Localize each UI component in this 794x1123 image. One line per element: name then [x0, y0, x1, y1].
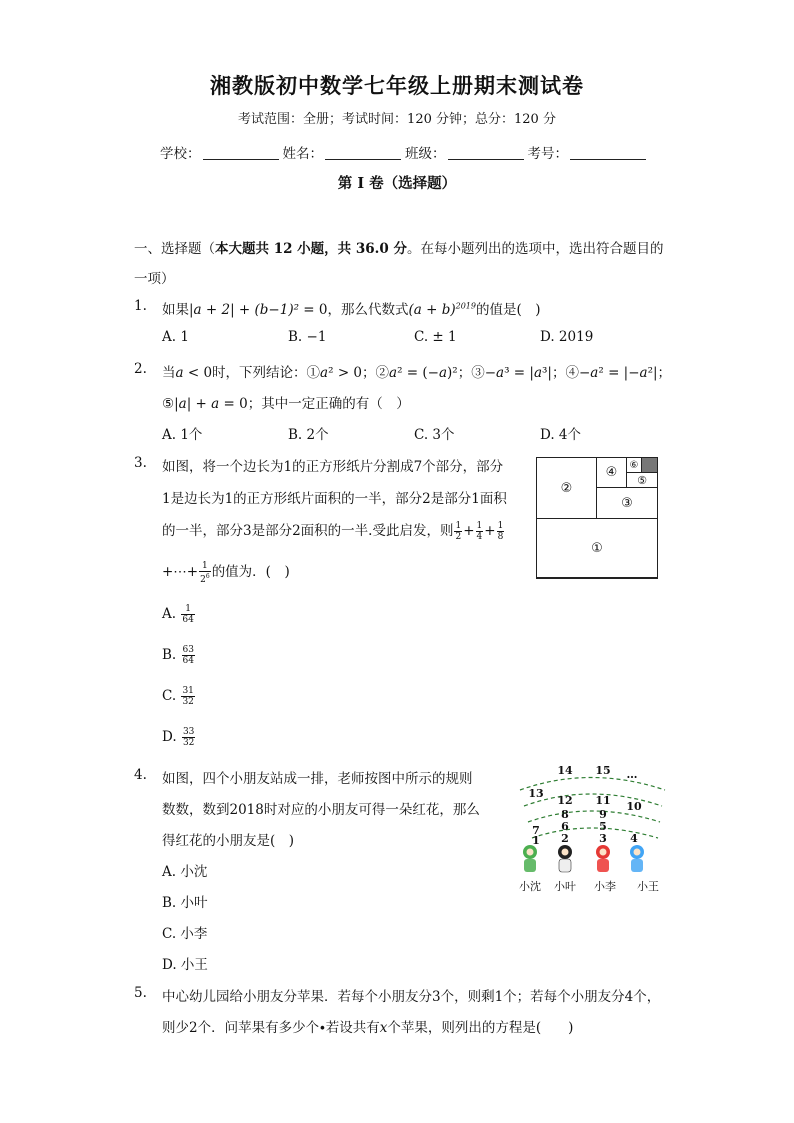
number-label: 考号：	[527, 146, 568, 162]
kid-figure-3	[596, 845, 610, 872]
q3-line2: 1是边长为1的正方形纸片面积的一半，部分2是部分1面积	[162, 491, 507, 507]
count-13: 13	[528, 787, 544, 800]
q1-option-b[interactable]: B. −1	[288, 329, 327, 345]
q4-option-b[interactable]: B. 小叶	[162, 895, 208, 911]
section-heading	[134, 234, 663, 294]
q3-option-b-label: B.	[162, 647, 177, 663]
kid-figure-4	[630, 845, 644, 872]
figure-part-3: ③	[596, 487, 658, 519]
count-14: 14	[557, 764, 573, 777]
figure-part-4: ④	[596, 457, 627, 488]
q1-text-b: ，那么代数式	[327, 302, 409, 318]
count-3: 3	[599, 832, 607, 845]
q1-option-c[interactable]: C. ± 1	[414, 329, 457, 345]
q3-option-b-num: 63	[182, 645, 194, 655]
count-7: 7	[532, 824, 540, 837]
page-title: 湘教版初中数学七年级上册期末测试卷	[210, 73, 584, 98]
q1-option-a[interactable]: A. 1	[162, 329, 189, 345]
q3-line4-end: 的值为．( )	[211, 564, 290, 580]
q2-option-a[interactable]: A. 1个	[162, 427, 203, 443]
number-blank	[570, 147, 646, 160]
volume-heading: 第 I 卷（选择题）	[337, 175, 457, 192]
q3-option-d[interactable]	[162, 727, 196, 748]
count-6: 6	[561, 820, 569, 833]
count-1: 1	[532, 834, 540, 847]
q3-option-d-label: D.	[162, 729, 177, 745]
figure-part-2: ②	[536, 457, 597, 519]
q4-option-a[interactable]: A. 小沈	[162, 864, 208, 880]
q2-text-b: 时，下列结论：	[212, 365, 307, 381]
school-label: 学校：	[160, 146, 201, 162]
q3-option-c-label: C.	[162, 688, 177, 704]
q3-option-a-label: A.	[162, 606, 177, 622]
q3-option-c[interactable]	[162, 686, 196, 707]
q4-number: 4.	[134, 767, 147, 783]
q3-number: 3.	[134, 455, 147, 471]
q1-text-c: 的值是( )	[475, 302, 541, 318]
q5-number: 5.	[134, 985, 147, 1001]
q2-option-d[interactable]: D. 4个	[540, 427, 582, 443]
kid-label-1: 小沈	[519, 880, 541, 893]
q4-counting-figure	[510, 760, 670, 900]
count-10: 10	[626, 800, 642, 813]
kid-label-2: 小叶	[554, 880, 576, 893]
kid-label-3: 小李	[594, 880, 616, 893]
q3-line3: 的一半，部分3是部分2面积的一半.受此启发，则 $\frac{1}{2}$ + $\frac{1}{4}$ + $\frac{1}{8}$	[162, 521, 504, 542]
q5-line2-end: 个苹果，则列出的方程是( )	[387, 1020, 574, 1036]
count-8: 8	[561, 808, 569, 821]
q2-line2-end: ；其中一定正确的有（ ）	[247, 396, 410, 412]
count-12: 12	[557, 794, 573, 807]
q3-square-figure	[536, 457, 658, 578]
q5-line1: 中心幼儿园给小朋友分苹果．若每个小朋友分3个，则剩1个；若每个小朋友分4个，	[162, 989, 661, 1005]
q4-line2: 数数，数到2018时对应的小朋友可得一朵红花，那么	[162, 802, 480, 818]
q4-option-c[interactable]: C. 小李	[162, 926, 208, 942]
q3-option-c-num: 31	[182, 686, 194, 696]
q3-option-a-den: 64	[182, 615, 194, 625]
figure-part-6: ⑥	[626, 457, 642, 473]
q2-number: 2.	[134, 361, 147, 377]
count-9: 9	[599, 808, 607, 821]
q3-line4: +⋯+ $\frac{1}{2^6}$ 的值为．( )	[162, 560, 290, 585]
q5-line2: 则少2个．问苹果有多少个∙若设共有x个苹果，则列出的方程是( )	[162, 1020, 574, 1036]
q2-stem: 当a < 0时，下列结论：①a² > 0；②a² = (−a)²；③−a³ = |a³|；④−a² = |−a²|；	[162, 365, 672, 381]
q3-option-b[interactable]	[162, 645, 196, 666]
q4-option-d[interactable]: D. 小王	[162, 957, 208, 973]
q5-line2-text: 则少2个．问苹果有多少个∙若设共有	[162, 1020, 380, 1036]
q2-option-c[interactable]: C. 3个	[414, 427, 455, 443]
count-2: 2	[561, 832, 569, 845]
section-suffix: 。在每小题列出的选项中，选出符合题目的	[406, 241, 664, 257]
q2-option-b[interactable]: B. 2个	[288, 427, 329, 443]
section-bold: 本大题共 12 小题，共 36.0 分	[215, 241, 407, 257]
q4-line3: 得红花的小朋友是( )	[162, 833, 295, 849]
figure-part-1: ①	[536, 518, 658, 579]
q3-option-a-num: 1	[181, 604, 194, 615]
q2-stem-line2: ⑤|a| + a = 0；其中一定正确的有（ ）	[162, 396, 410, 412]
kid-label-4: 小王	[637, 880, 659, 893]
count-4: 4	[630, 832, 638, 845]
q3-option-c-den: 32	[182, 697, 194, 707]
q1-stem: 如果|a + 2| + (b−1)² = 0，那么代数式$(a + b)^{2019}$的值是( )	[162, 301, 541, 318]
section-line2: 一项）	[134, 271, 175, 287]
count-15: 15	[595, 764, 611, 777]
q3-line3-text: 的一半，部分3是部分2面积的一半.受此启发，则	[162, 523, 454, 539]
section-prefix: 一、选择题（	[134, 241, 215, 257]
q3-option-d-den: 32	[182, 738, 195, 748]
class-label: 班级：	[405, 146, 446, 162]
figure-remainder-shaded	[641, 457, 658, 473]
count-11: 11	[595, 794, 611, 807]
student-info-line	[160, 142, 650, 162]
q3-option-d-num: 33	[182, 727, 195, 737]
q1-text-a: 如果	[162, 302, 189, 318]
q3-option-a[interactable]	[162, 604, 196, 625]
count-5: 5	[599, 820, 607, 833]
kid-figure-2	[558, 845, 572, 872]
count-ellipsis: …	[626, 768, 638, 781]
class-blank	[448, 147, 524, 160]
name-blank	[325, 147, 401, 160]
school-blank	[203, 147, 279, 160]
q3-line1: 如图，将一个边长为1的正方形纸片分割成7个部分，部分	[162, 459, 504, 475]
kid-figure-1	[523, 845, 537, 872]
q1-option-d[interactable]: D. 2019	[540, 329, 594, 345]
q3-option-b-den: 64	[182, 656, 194, 666]
q1-number: 1.	[134, 298, 147, 314]
q2-text-a: 当	[162, 365, 176, 381]
name-label: 姓名：	[282, 146, 323, 162]
figure-part-5: ⑤	[626, 472, 658, 488]
arc-1	[532, 828, 658, 838]
q4-line1: 如图，四个小朋友站成一排，老师按图中所示的规则	[162, 771, 473, 787]
exam-info: 考试范围：全册；考试时间：120 分钟；总分：120 分	[238, 112, 556, 127]
